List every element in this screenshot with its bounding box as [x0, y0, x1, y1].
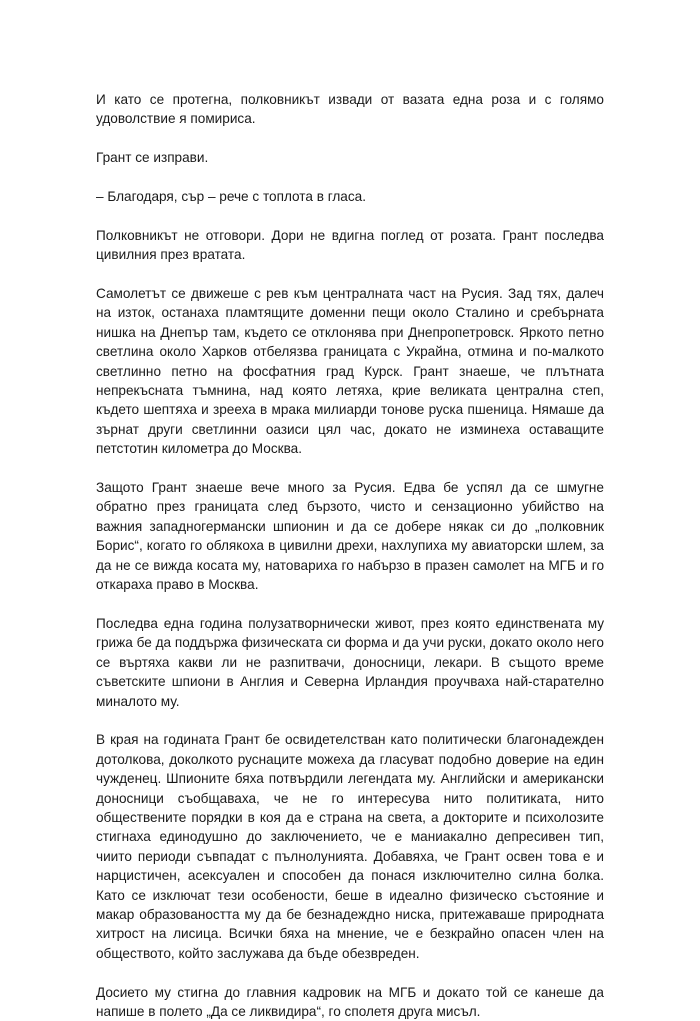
paragraph-year-of-training: Последва една година полузатворнически живот, през която единствената му грижа бе да поддържа физическата си форма и да учи руски, докато около него се въртяха какви ли не разпитвачи, доносници, лекари. В същото време съветските шпиони в Англия и Северна Ирландия проучваха най-старателно миналото му.: [96, 615, 604, 709]
paragraph-rose: И като се протегна, полковникът извади от вазата една роза и с голямо удоволствие я помириса.: [96, 92, 604, 127]
paragraph-knew-russia: Защото Грант знаеше вече много за Русия. Едва бе успял да се шмугне обратно през границата след бързото, чисто и сензационно убийство на важния западногермански шпионин и да се добере някак си до „полковник Борис“, когато го облякоха в цивилни дрехи, нахлупиха му авиаторски шлем, за да не се вижда косата му, натовариха го набързо в празен самолет на МГБ и го откараха право в Москва.: [96, 480, 604, 593]
paragraph-thanks: – Благодаря, сър – рече с топлота в гласа.: [96, 189, 366, 204]
paragraph-evaluation: В края на годината Грант бе освидетелстван като политически благонадежден дотолкова, доколкото руснаците можеха да гласуват подобно доверие на един чужденец. Шпионите бяха потвърдили легендата му. Английски и американски доносници съобщаваха, че не го интересува нито политиката, нито обществените порядки в коя да е страна на света, а докторите и психолозите стигнаха единодушно до заключението, че е маниакално депресивен тип, чиито периоди съвпадат с пълнолунията. Добавяха, че Грант освен това е и нарцистичен, асексуален и способен да понася изключително силна болка. Като се изключат тези особености, беше в идеално физическо състояние и макар образоваността му да бе безнадеждно ниска, притежаваше природната хитрост на лисица. Всички бяха на мнение, че е безкрайно опасен член на обществото, който заслужава да бъде обезвреден.: [96, 732, 604, 961]
paragraph-colonel-silent: Полковникът не отговори. Дори не вдигна поглед от розата. Грант последва цивилния през вратата.: [96, 227, 604, 263]
paragraph-dossier: Досието му стигна до главния кадровик на МГБ и докато той се канеше да напише в полето „Да се ликвидира“, го сполетя друга мисъл.: [96, 984, 604, 1019]
paragraph-grant-stands: Грант се изправи.: [96, 150, 209, 166]
paragraph-plane-flight: Самолетът се движеше с рев към централната част на Русия. Зад тях, далеч на изток, останаха пламтящите доменни пещи около Сталино и сребърната нишка на Днепър там, където се отклонява при Днепропетровск. Яркото петно светлина около Харков отбелязва границата с Украйна, отмина и по-малкото светлинно петно на фосфатния град Курск. Грант знаеше, че плътната непрекъсната тъмнина, над която летяха, крие великата централна степ, където шептяха и зрееха в мрака милиарди тонове руска пшеница. Нямаше да зърнат други светлинни оазиси цял час, докато не изминеха оставащите петстотин километра до Москва.: [96, 286, 604, 457]
